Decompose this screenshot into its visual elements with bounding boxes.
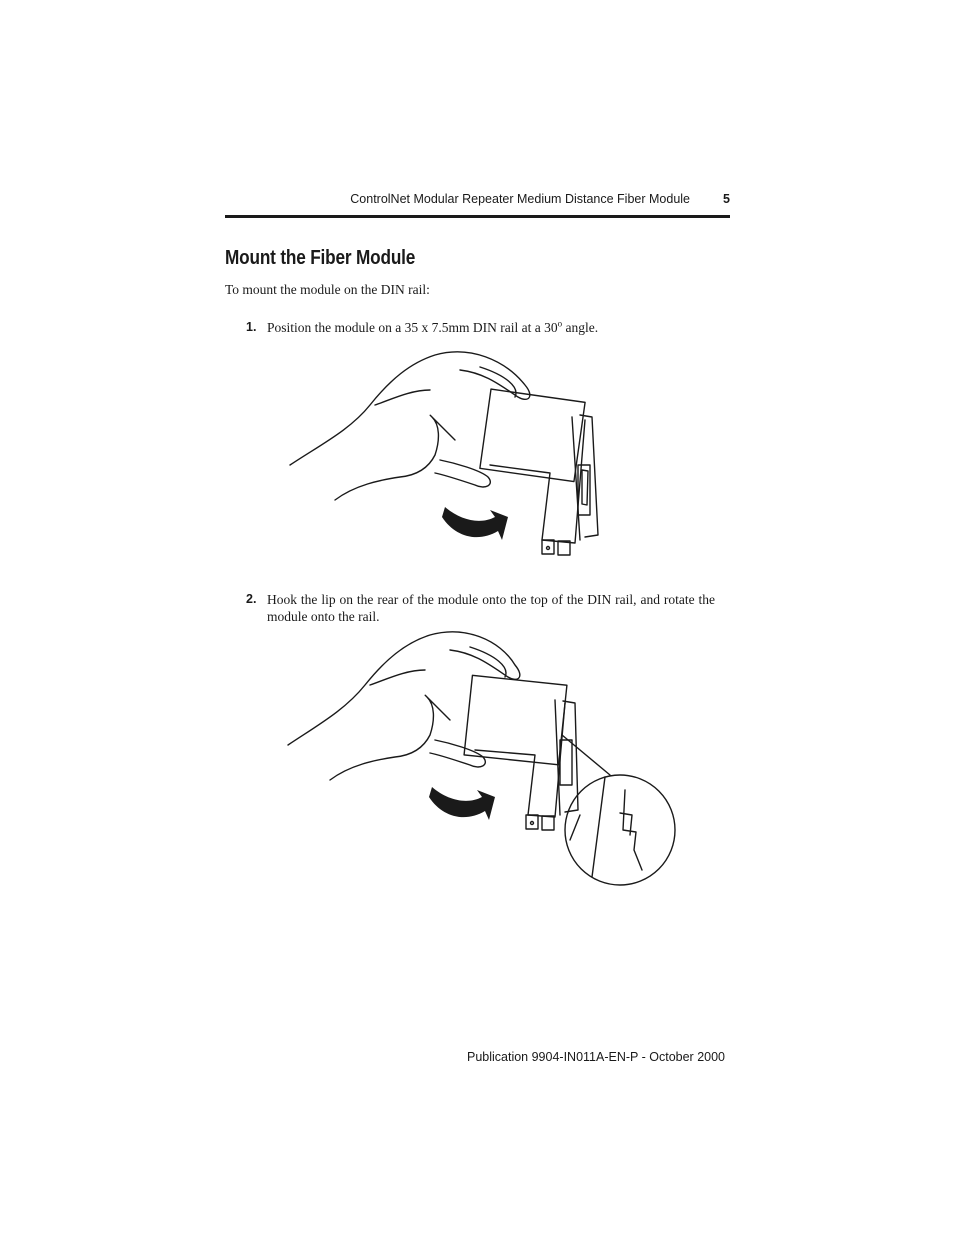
detail-zoom-circle	[565, 775, 675, 885]
running-title: ControlNet Modular Repeater Medium Distance Fiber Module	[350, 192, 690, 206]
step-text: Hook the lip on the rear of the module onto the top of the DIN rail, and rotate the module onto the rail.	[267, 592, 715, 624]
figure-position-module	[280, 345, 620, 565]
hand-outline	[288, 632, 520, 745]
publication-footer: Publication 9904-IN011A-EN-P - October 2000	[466, 1050, 725, 1064]
intro-text: To mount the module on the DIN rail:	[225, 282, 430, 297]
step-number: 1.	[246, 320, 257, 334]
section-title: Mount the Fiber Module	[225, 247, 416, 269]
rotate-arrow-icon	[429, 787, 495, 820]
page-number: 5	[723, 192, 730, 206]
step-text: Position the module on a 35 x 7.5mm DIN rail at a 30$^o$ angle.	[267, 318, 599, 335]
running-header	[225, 192, 730, 210]
figure-hook-lip	[280, 625, 680, 890]
module-body	[480, 389, 585, 481]
header-rule	[225, 215, 730, 218]
step-number: 2.	[246, 592, 257, 606]
degree-mark: o	[557, 318, 563, 329]
module-body	[464, 675, 567, 764]
rotate-arrow-icon	[442, 507, 508, 540]
hand-outline	[290, 352, 530, 465]
